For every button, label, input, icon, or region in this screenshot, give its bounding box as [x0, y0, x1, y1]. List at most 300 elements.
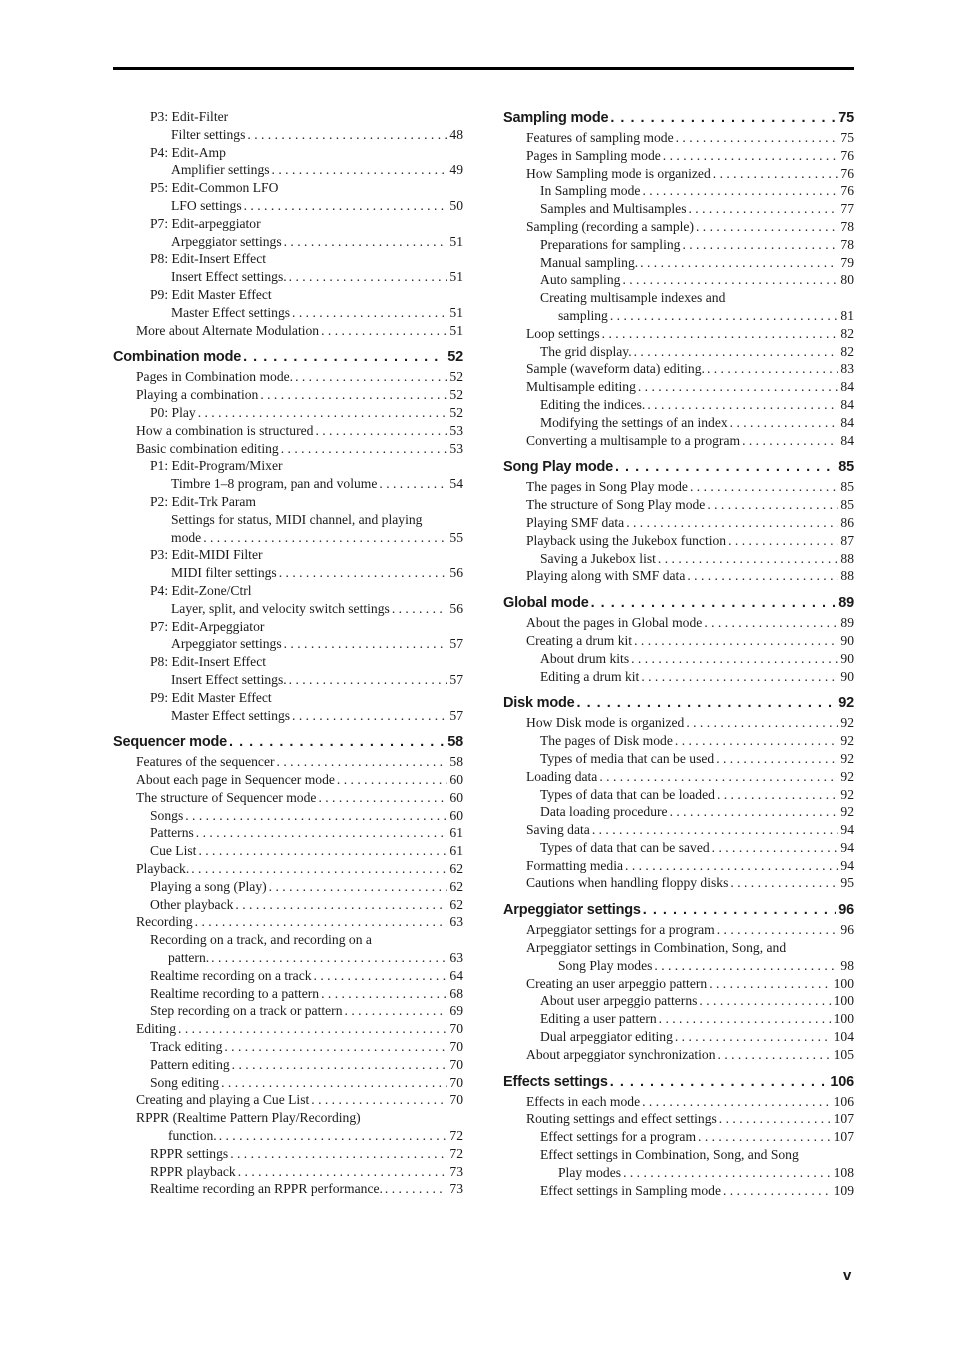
toc-entry[interactable] [503, 1028, 854, 1046]
dot-leader [379, 475, 447, 493]
page-ref: 70 [449, 1056, 463, 1072]
toc-entry[interactable] [503, 567, 854, 585]
toc-entry[interactable] [113, 1163, 463, 1181]
entry-title: Modifying the settings of an index [540, 414, 728, 430]
entry-title: Arpeggiator settings [171, 233, 282, 249]
toc-entry[interactable] [113, 529, 463, 547]
entry-title: function. [168, 1128, 217, 1144]
toc-entry[interactable] [503, 218, 854, 236]
toc-entry[interactable] [503, 1182, 854, 1200]
entry-title: Realtime recording an RPPR performance. [150, 1181, 383, 1197]
entry-title: Pattern editing [150, 1056, 230, 1072]
entry-title: Creating a drum kit [526, 632, 633, 648]
toc-entry[interactable] [503, 614, 854, 632]
toc-entry[interactable] [113, 842, 463, 860]
dot-leader [689, 200, 839, 218]
dot-leader [284, 635, 448, 653]
dot-leader [272, 161, 448, 179]
toc-entry[interactable] [113, 322, 463, 340]
toc-entry[interactable] [113, 161, 463, 179]
entry-title: P7: Edit-arpeggiator [150, 215, 261, 231]
page-ref: 68 [449, 985, 463, 1001]
dot-leader [622, 271, 838, 289]
toc-entry[interactable] [503, 432, 854, 450]
toc-section-heading[interactable] [503, 1072, 854, 1093]
toc-entry[interactable] [113, 1127, 463, 1145]
entry-title: Dual arpeggiator editing [540, 1029, 673, 1045]
toc-entry[interactable] [503, 182, 854, 200]
toc-entry[interactable] [113, 1109, 463, 1127]
entry-title: Realtime recording on a track [150, 967, 312, 983]
toc-entry[interactable] [503, 165, 854, 183]
toc-entry[interactable] [503, 1046, 854, 1064]
entry-title: Basic combination editing [136, 440, 279, 456]
dot-leader [289, 268, 448, 286]
toc-entry[interactable] [503, 343, 854, 361]
toc-entry[interactable] [113, 1002, 463, 1020]
dot-leader [742, 432, 838, 450]
toc-entry[interactable] [503, 975, 854, 993]
toc-entry[interactable] [113, 286, 463, 304]
dot-leader [229, 732, 445, 753]
entry-title: Creating an user arpeggio pattern [526, 975, 708, 991]
page-ref: 85 [840, 479, 854, 495]
page-ref: 98 [840, 957, 854, 973]
entry-title: Song Play modes [558, 957, 653, 973]
page-ref: 109 [833, 1182, 854, 1198]
entry-title: Master Effect settings [171, 304, 291, 320]
toc-entry[interactable] [113, 1074, 463, 1092]
page-ref: 48 [449, 126, 463, 142]
dot-leader [709, 975, 831, 993]
entry-title: Playing a song (Play) [150, 878, 267, 894]
dot-leader [718, 1046, 832, 1064]
toc-entry[interactable] [113, 985, 463, 1003]
dot-leader [704, 614, 838, 632]
entry-title: Effects in each mode [526, 1093, 641, 1109]
toc-entry[interactable] [503, 874, 854, 892]
toc-section-heading[interactable] [113, 347, 463, 368]
toc-section-heading[interactable] [503, 900, 854, 921]
dot-leader [610, 307, 839, 325]
dot-leader [260, 386, 447, 404]
dot-leader [663, 147, 839, 165]
dot-leader [713, 165, 839, 183]
toc-entry[interactable] [113, 440, 463, 458]
toc-section-heading[interactable] [503, 457, 854, 478]
toc-entry[interactable] [503, 1146, 854, 1164]
toc-entry[interactable] [503, 550, 854, 568]
entry-title: Playing SMF data [526, 514, 625, 530]
page-ref: 88 [840, 550, 854, 566]
entry-title: Amplifier settings [171, 162, 270, 178]
entry-title: pattern. [168, 950, 210, 966]
entry-title: P3: Edit-MIDI Filter [150, 547, 263, 563]
entry-title: Arpeggiator settings [171, 636, 282, 652]
toc-entry[interactable] [503, 1164, 854, 1182]
dot-leader [686, 714, 838, 732]
entry-title: Other playback [150, 896, 234, 912]
toc-entry[interactable] [503, 839, 854, 857]
entry-title: About drum kits [540, 650, 630, 666]
page-ref: 84 [840, 396, 854, 412]
toc-entry[interactable] [113, 771, 463, 789]
toc-entry[interactable] [503, 1093, 854, 1111]
page-ref: 51 [449, 269, 463, 285]
toc-entry[interactable] [113, 1038, 463, 1056]
entry-title: P0: Play [150, 404, 196, 420]
toc-entry[interactable] [503, 992, 854, 1010]
entry-title: Playing along with SMF data [526, 568, 686, 584]
toc-entry[interactable] [503, 939, 854, 957]
toc-entry[interactable] [503, 768, 854, 786]
toc-entry[interactable] [503, 786, 854, 804]
toc-entry[interactable] [503, 650, 854, 668]
dot-leader [654, 957, 838, 975]
dot-leader [707, 496, 838, 514]
dot-leader [634, 343, 839, 361]
toc-entry[interactable] [113, 564, 463, 582]
page-ref: 95 [840, 875, 854, 891]
page-ref: 92 [840, 768, 854, 784]
dot-leader [230, 1145, 447, 1163]
toc-entry[interactable] [503, 496, 854, 514]
dot-leader [690, 478, 838, 496]
toc-section-heading[interactable] [503, 108, 854, 129]
dot-leader [392, 600, 448, 618]
toc-entry[interactable] [113, 600, 463, 618]
dot-leader [643, 900, 836, 921]
toc-entry[interactable] [113, 896, 463, 914]
page-ref: 62 [449, 878, 463, 894]
toc-entry[interactable] [113, 1020, 463, 1038]
toc-entry[interactable] [113, 144, 463, 162]
toc-entry[interactable] [113, 689, 463, 707]
page-ref: 60 [449, 789, 463, 805]
toc-entry[interactable] [503, 396, 854, 414]
toc-entry[interactable] [113, 1145, 463, 1163]
toc-right-column [503, 108, 854, 1199]
dot-leader [345, 1002, 448, 1020]
page-ref: 79 [840, 254, 854, 270]
entry-title: The pages of Disk mode [540, 733, 673, 749]
toc-entry[interactable] [113, 789, 463, 807]
page-ref: 58 [449, 754, 463, 770]
toc-entry[interactable] [113, 546, 463, 564]
entry-title: P4: Edit-Zone/Ctrl [150, 582, 252, 598]
toc-entry[interactable] [503, 857, 854, 875]
toc-entry[interactable] [503, 254, 854, 272]
dot-leader [247, 126, 447, 144]
dot-leader [658, 550, 838, 568]
toc-entry[interactable] [503, 147, 854, 165]
entry-title: Insert Effect settings. [171, 269, 287, 285]
dot-leader [321, 322, 447, 340]
dot-leader [385, 1180, 447, 1198]
dot-leader [196, 824, 448, 842]
toc-entry[interactable] [113, 422, 463, 440]
dot-leader [698, 1128, 832, 1146]
entry-title: Formatting media [526, 857, 624, 873]
page-ref: 94 [840, 857, 854, 873]
entry-title: Editing [136, 1021, 177, 1037]
dot-leader [592, 821, 839, 839]
page-ref: 70 [449, 1021, 463, 1037]
page-ref: 58 [447, 734, 463, 751]
entry-title: Timbre 1–8 program, pan and volume [171, 476, 378, 492]
entry-title: Cautions when handling floppy disks [526, 875, 729, 891]
page-ref: 92 [840, 733, 854, 749]
toc-entry[interactable] [503, 514, 854, 532]
toc-entry[interactable] [503, 307, 854, 325]
toc-entry[interactable] [503, 414, 854, 432]
dot-leader [676, 129, 839, 147]
toc-entry[interactable] [113, 108, 463, 126]
entry-title: P9: Edit Master Effect [150, 689, 272, 705]
dot-leader [626, 514, 838, 532]
entry-title: Types of media that can be used [540, 750, 715, 766]
toc-entry[interactable] [113, 404, 463, 422]
dot-leader [640, 254, 838, 272]
page-ref: 62 [449, 861, 463, 877]
toc-left-column [113, 108, 463, 1198]
page-ref: 73 [449, 1181, 463, 1197]
entry-title: Recording [136, 914, 193, 930]
page-ref: 107 [833, 1129, 854, 1145]
entry-title: Features of the sequencer [136, 754, 275, 770]
toc-entry[interactable] [113, 878, 463, 896]
toc-entry[interactable] [503, 129, 854, 147]
page-ref: 49 [449, 162, 463, 178]
page-ref: 51 [449, 322, 463, 338]
entry-title: The pages in Song Play mode [526, 479, 688, 495]
dot-leader [243, 347, 445, 368]
entry-title: Creating multisample indexes and [540, 290, 726, 306]
toc-section-heading[interactable] [113, 732, 463, 753]
dot-leader [638, 378, 839, 396]
dot-leader [244, 197, 448, 215]
toc-entry[interactable] [113, 197, 463, 215]
toc-entry[interactable] [503, 1128, 854, 1146]
entry-title: Samples and Multisamples [540, 201, 687, 217]
toc-entry[interactable] [113, 233, 463, 251]
toc-entry[interactable] [503, 200, 854, 218]
page-ref: 96 [838, 902, 854, 919]
toc-entry[interactable] [113, 635, 463, 653]
toc-entry[interactable] [503, 271, 854, 289]
entry-title: Recording on a track, and recording on a [150, 932, 372, 948]
toc-entry[interactable] [113, 824, 463, 842]
dot-leader [284, 233, 448, 251]
page-ref: 77 [840, 201, 854, 217]
entry-title: Patterns [150, 825, 194, 841]
toc-entry[interactable] [113, 931, 463, 949]
page-ref: 76 [840, 147, 854, 163]
dot-leader [728, 532, 838, 550]
toc-entry[interactable] [113, 949, 463, 967]
dot-leader [687, 567, 838, 585]
section-title: Disk mode [503, 695, 575, 712]
toc-entry[interactable] [503, 378, 854, 396]
toc-entry[interactable] [113, 250, 463, 268]
entry-title: sampling [558, 307, 608, 323]
entry-title: P5: Edit-Common LFO [150, 180, 279, 196]
page-ref: 92 [840, 804, 854, 820]
entry-title: Settings for status, MIDI channel, and playing [171, 511, 423, 527]
toc-entry[interactable] [113, 215, 463, 233]
entry-title: Pages in Combination mode. [136, 369, 294, 385]
toc-entry[interactable] [113, 707, 463, 725]
dot-leader [198, 842, 447, 860]
dot-leader [185, 807, 447, 825]
toc-entry[interactable] [503, 957, 854, 975]
toc-entry[interactable] [113, 1180, 463, 1198]
toc-entry[interactable] [503, 360, 854, 378]
toc-entry[interactable] [113, 807, 463, 825]
toc-entry[interactable] [503, 236, 854, 254]
toc-entry[interactable] [113, 1091, 463, 1109]
entry-title: Saving a Jukebox list [540, 550, 656, 566]
dot-leader [232, 1056, 448, 1074]
toc-entry[interactable] [113, 753, 463, 771]
toc-entry[interactable] [113, 457, 463, 475]
page-ref: 70 [449, 1092, 463, 1108]
dot-leader [591, 593, 837, 614]
entry-title: About the pages in Global mode [526, 615, 703, 631]
toc-entry[interactable] [503, 732, 854, 750]
toc-entry[interactable] [503, 803, 854, 821]
page-ref: 92 [840, 750, 854, 766]
dot-leader [675, 732, 839, 750]
page-ref: 51 [449, 304, 463, 320]
dot-leader [238, 1163, 448, 1181]
entry-title: Effect settings in Sampling mode [540, 1182, 721, 1198]
toc-entry[interactable] [113, 179, 463, 197]
dot-leader [198, 404, 448, 422]
toc-section-heading[interactable] [503, 693, 854, 714]
toc-entry[interactable] [503, 478, 854, 496]
dot-leader [292, 707, 447, 725]
page-ref: 60 [449, 772, 463, 788]
page-ref: 64 [449, 967, 463, 983]
toc-entry[interactable] [113, 368, 463, 386]
page-ref: 106 [830, 1073, 854, 1090]
toc-entry[interactable] [503, 325, 854, 343]
page-ref: 78 [840, 236, 854, 252]
toc-entry[interactable] [113, 671, 463, 689]
toc-entry[interactable] [503, 668, 854, 686]
toc-entry[interactable] [113, 511, 463, 529]
dot-leader [707, 360, 838, 378]
toc-entry[interactable] [503, 821, 854, 839]
page-ref: 90 [840, 668, 854, 684]
page-ref: 76 [840, 183, 854, 199]
dot-leader [315, 422, 447, 440]
toc-entry[interactable] [113, 475, 463, 493]
page-ref: 107 [833, 1111, 854, 1127]
toc-entry[interactable] [503, 532, 854, 550]
page-ref: 63 [449, 914, 463, 930]
page-ref: 50 [449, 197, 463, 213]
page-ref: 84 [840, 379, 854, 395]
section-title: Sampling mode [503, 110, 609, 126]
dot-leader [281, 440, 448, 458]
entry-title: Layer, split, and velocity switch settings [171, 600, 390, 616]
dot-leader [719, 1110, 832, 1128]
toc-section-heading[interactable] [503, 593, 854, 614]
dot-leader [235, 896, 447, 914]
toc-entry[interactable] [113, 126, 463, 144]
dot-leader [615, 457, 836, 478]
toc-entry[interactable] [113, 913, 463, 931]
entry-title: The structure of Song Play mode [526, 497, 706, 513]
page-ref: 60 [449, 807, 463, 823]
entry-title: Auto sampling [540, 272, 621, 288]
toc-entry[interactable] [113, 967, 463, 985]
toc-entry[interactable] [113, 268, 463, 286]
toc-entry[interactable] [503, 714, 854, 732]
toc-entry[interactable] [503, 632, 854, 650]
entry-title: Types of data that can be saved [540, 839, 710, 855]
toc-entry[interactable] [113, 386, 463, 404]
entry-title: Track editing [150, 1039, 223, 1055]
toc-entry[interactable] [503, 750, 854, 768]
dot-leader [730, 874, 838, 892]
toc-entry[interactable] [113, 860, 463, 878]
toc-entry[interactable] [113, 582, 463, 600]
dot-leader [337, 771, 447, 789]
toc-entry[interactable] [503, 289, 854, 307]
entry-title: About each page in Sequencer mode [136, 772, 335, 788]
toc-entry[interactable] [113, 653, 463, 671]
entry-title: Editing a user pattern [540, 1011, 657, 1027]
entry-title: P7: Edit-Arpeggiator [150, 618, 265, 634]
dot-leader [647, 396, 838, 414]
toc-entry[interactable] [113, 618, 463, 636]
toc-entry[interactable] [503, 1110, 854, 1128]
toc-entry[interactable] [113, 493, 463, 511]
entry-title: In Sampling mode [540, 183, 641, 199]
dot-leader [289, 671, 448, 689]
page-ref: 53 [449, 440, 463, 456]
page-number: v [843, 1267, 852, 1284]
toc-entry[interactable] [503, 1010, 854, 1028]
page-ref: 92 [838, 695, 854, 712]
toc-entry[interactable] [113, 1056, 463, 1074]
page-ref: 84 [840, 432, 854, 448]
entry-title: How a combination is structured [136, 422, 314, 438]
page-ref: 61 [449, 825, 463, 841]
page-ref: 70 [449, 1039, 463, 1055]
entry-title: Loading data [526, 768, 598, 784]
page-ref: 52 [449, 387, 463, 403]
page-ref: 56 [449, 600, 463, 616]
dot-leader [577, 693, 837, 714]
toc-entry[interactable] [113, 304, 463, 322]
entry-title: Preparations for sampling [540, 236, 681, 252]
page-ref: 73 [449, 1163, 463, 1179]
section-title: Effects settings [503, 1073, 608, 1090]
page-ref: 57 [449, 636, 463, 652]
page-ref: 90 [840, 650, 854, 666]
entry-title: RPPR (Realtime Pattern Play/Recording) [136, 1110, 361, 1126]
entry-title: P9: Edit Master Effect [150, 286, 272, 302]
toc-entry[interactable] [503, 921, 854, 939]
dot-leader [610, 1072, 829, 1093]
dot-leader [730, 414, 839, 432]
entry-title: Master Effect settings [171, 707, 291, 723]
dot-leader [318, 789, 447, 807]
